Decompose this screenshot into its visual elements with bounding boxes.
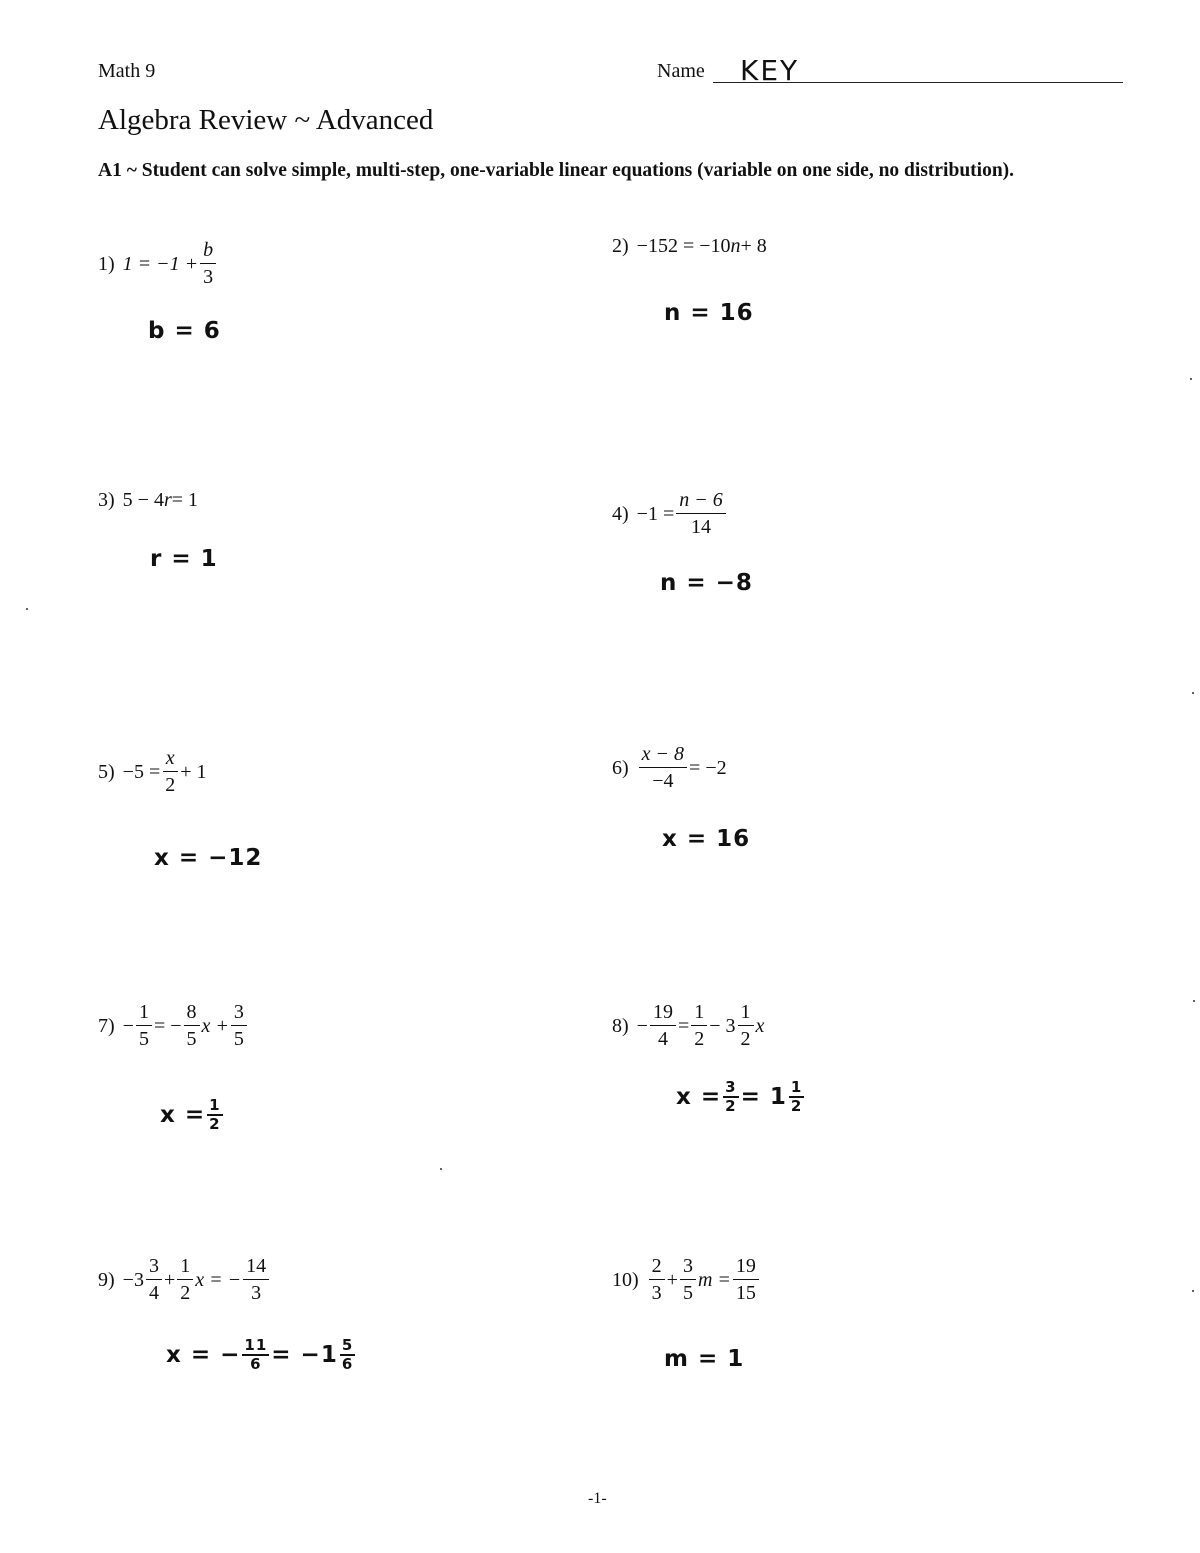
problem-9: [98, 1256, 271, 1303]
answer-6: x = 16: [662, 826, 751, 852]
problem-number: 4): [612, 502, 629, 525]
problem-8: [612, 1002, 764, 1049]
equation-text: x = −: [195, 1268, 242, 1291]
variable: n: [730, 235, 741, 257]
course-label: Math 9: [98, 60, 156, 82]
variable: x: [755, 1014, 765, 1037]
equation-text: = 1: [171, 489, 199, 511]
answer-fraction: $\frac{11}{6}$: [244, 1336, 268, 1373]
fraction: $\frac{3}{5}$: [680, 1256, 696, 1303]
answer-5: x = −12: [154, 845, 263, 871]
scan-speck: [1192, 692, 1194, 694]
answer-1: b = 6: [148, 318, 221, 344]
fraction: $\frac{1}{5}$: [136, 1002, 152, 1049]
name-label: Name: [657, 60, 705, 82]
scan-speck: [1193, 1000, 1195, 1002]
answer-8: x = $\frac{3}{2}$ = 1 $\frac{1}{2}$: [676, 1078, 803, 1115]
equation-text: +: [666, 1268, 678, 1291]
equation-text: + 1: [180, 760, 207, 783]
fraction: $\frac{3}{4}$: [146, 1256, 162, 1303]
problem-number: 10): [612, 1268, 639, 1291]
problem-number: 8): [612, 1014, 629, 1037]
equation-text: +: [163, 1268, 176, 1291]
answer-2: n = 16: [664, 300, 754, 326]
answer-fraction: $\frac{1}{2}$: [209, 1096, 221, 1133]
answer-10: m = 1: [664, 1346, 745, 1372]
equation-text: 5 − 4: [122, 489, 164, 511]
answer-7: x = $\frac{1}{2}$: [160, 1096, 221, 1133]
equation-text: + 8: [740, 235, 767, 257]
equation-text: −1 =: [636, 502, 675, 525]
equation-text: = −: [153, 1014, 182, 1037]
equation-text: −5 =: [122, 760, 161, 783]
variable: r: [163, 489, 172, 511]
equation-text: = −2: [689, 756, 727, 779]
page-title: Algebra Review ~ Advanced: [98, 104, 434, 136]
problem-number: 7): [98, 1014, 115, 1037]
problem-2: [612, 236, 767, 256]
problem-4: [612, 490, 728, 537]
fraction: $\frac{b}{3}$: [200, 240, 216, 287]
fraction: $\frac{19}{15}$: [733, 1256, 759, 1303]
problem-3: [98, 490, 198, 510]
fraction: $\frac{3}{5}$: [231, 1002, 247, 1049]
problem-number: 1): [98, 252, 115, 275]
problem-10: [612, 1256, 761, 1303]
equation-text: −3: [122, 1268, 144, 1291]
answer-fraction: $\frac{5}{6}$: [341, 1336, 354, 1373]
problem-number: 6): [612, 756, 629, 779]
answer-9: x = − $\frac{11}{6}$ = −1 $\frac{5}{6}$: [166, 1336, 354, 1373]
equation-text: −152 = −10: [636, 235, 731, 257]
answer-3: r = 1: [150, 546, 218, 572]
problem-number: 5): [98, 760, 115, 783]
problem-number: 2): [612, 235, 629, 257]
objective: A1 ~ Student can solve simple, multi-step, one-variable linear equations (variable on one side, no distribution).: [98, 160, 1015, 181]
problem-number: 3): [98, 489, 115, 511]
answer-fraction: $\frac{3}{2}$: [725, 1078, 737, 1115]
problem-6: [612, 744, 727, 791]
fraction: $\frac{14}{3}$: [243, 1256, 269, 1303]
scan-speck: [440, 1168, 442, 1170]
equation-text: =: [677, 1014, 690, 1037]
scan-speck: [1192, 1290, 1194, 1292]
scan-speck: [26, 608, 28, 610]
problem-7: [98, 1002, 249, 1049]
fraction: $\frac{19}{4}$: [650, 1002, 676, 1049]
equation-text: −: [636, 1014, 648, 1037]
problem-5: [98, 748, 207, 795]
equation-text: −: [122, 1014, 134, 1037]
fraction: $\frac{x - 8}{-4}$: [639, 744, 687, 791]
answer-4: n = −8: [660, 570, 753, 596]
fraction: $\frac{1}{2}$: [738, 1002, 754, 1049]
equation-text: 1 = −1 +: [122, 252, 199, 275]
problem-number: 9): [98, 1268, 115, 1291]
fraction: $\frac{n - 6}{14}$: [676, 490, 726, 537]
name-value: KEY: [740, 54, 800, 87]
page-number: -1-: [588, 1490, 607, 1507]
answer-fraction: $\frac{1}{2}$: [790, 1078, 803, 1115]
equation-text: − 3: [709, 1014, 736, 1037]
problem-1: [98, 240, 218, 287]
equation-text: x +: [201, 1014, 229, 1037]
fraction: $\frac{8}{5}$: [184, 1002, 200, 1049]
equation-text: m =: [697, 1268, 731, 1291]
fraction: $\frac{2}{3}$: [649, 1256, 665, 1303]
scan-speck: [1190, 378, 1192, 380]
fraction: $\frac{1}{2}$: [177, 1256, 193, 1303]
fraction: $\frac{x}{2}$: [162, 748, 178, 795]
fraction: $\frac{1}{2}$: [691, 1002, 707, 1049]
